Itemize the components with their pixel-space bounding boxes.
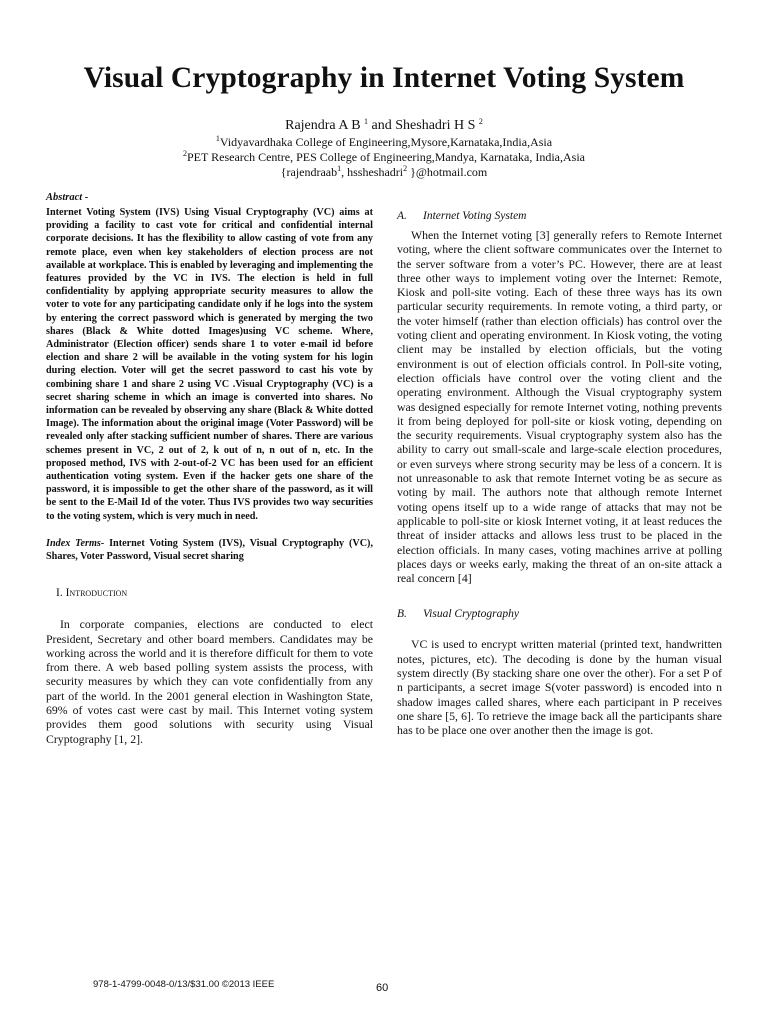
author-conjunction: and [371,118,392,133]
left-column [46,192,373,746]
email-part: , hssheshadri [341,165,404,179]
subsection-b-heading [397,608,722,620]
index-terms-label: Index Terms- [46,537,105,549]
abstract-body: Internet Voting System (IVS) Using Visual Cryptography (VC) aims at providing a facility to cast vote for critical and confidential internal corporate decisions. It has the flexibility to allow casting of vote from any remote place, even when key stakeholders of election process are not available at workplace. This is enabled by leveraging and implementing the features provided by the VC in IVS. The election is held in full confidentiality by applying appropriate security measures to allow the voter to vote for any participating candidate only if he logs into the system by entering the correct password which is generated by merging the two shares (Black & White dotted Images)using VC scheme. Where, Administrator (Election officer) sends share 1 to voter e-mail id before election and share 2 will be available in the voting system for his login during election. Voter will get the secret password to cast his vote by combining share 1 and share 2 using VC .Visual Cryptography (VC) is a secret sharing scheme in which an image is converted into shares. No information can be revealed by observing any share (Black & White dotted Image). The information about the original image (Voter Password) will be revealed only after stacking sufficient number of shares. There are various schemes present in VC, 2 out of 2, k out of n, n out of n, etc. In the proposed method, IVS with 2-out-of-2 VC has been used for an efficient authentication voting system. Even if the hacker gets one share of the password, it is impossible to get the other share of the password, as it will be sent to the E-Mail Id of the voter. Thus IVS provides two way securities to the voting system, which is very much in need. [46,207,373,522]
affiliation-2-mark: 2 [183,149,187,158]
author-1-affiliation-mark: 1 [364,117,369,126]
introduction-body: In corporate companies, elections are conducted to elect President, Secretary and other board members. Candidates may be working across the world and it is therefore difficult for them to vote from there. A web based polling system assists the process, with security measures by which they can vote confidentially from any part of the world. In the 2001 general election in Washington State, 69% of votes cast were cast by mail. This Internet voting system provides them good solutions with security using Visual Cryptography [1, 2]. [46,617,373,746]
author-2-affiliation-mark: 2 [478,117,483,126]
subsection-a-body: When the Internet voting [3] generally refers to Remote Internet voting, where the client software communicates over the Internet to the server software from a voter’s PC. However, there are at least three other ways to implement voting over the Internet: Remote, Kiosk and poll-site voting. Each of these three ways has its own particular security requirements. In remote voting, a third party, or the voter himself (rather than election officials) has control over the voting client and operating environment. In Kiosk voting, the voting client may be installed by election officials, but the voting environment is out of election officials control. In Poll-site voting, election officials have control over the voting client and the operating environment. Although the Visual cryptography system was designed especially for remote Internet voting, nothing prevents it from being deployed for poll-site or kiosk voting, depending on the security requirements. Visual cryptography system also has the ability to carry out small-scale and large-scale election procedures, or even surveys where strong security may be less of a concern. It is not unreasonable to ask that remote Internet voting be as secure as voting by mail. The authors note that although remote Internet voting opens itself up to a wide range of attacks that may not be applicable to poll-site or kiosk Internet voting, it at least reduces the threat of insider attacks and allows less trust to be placed in the election officials. In many cases, voting machines arrive at polling places days or weeks early, making the threat of an on-site attack a real concern [4] [397,228,722,586]
index-terms [46,537,373,563]
author-emails [0,165,768,180]
email-part: {rajendraab [280,165,338,179]
affiliation-2-text: PET Research Centre, PES College of Engineering,Mandya, Karnataka, India,Asia [187,150,585,164]
author-2: Sheshadri H S [395,118,476,133]
paper-title: Visual Cryptography in Internet Voting System [83,62,685,94]
abstract-heading: Abstract - [46,192,89,203]
right-column [397,192,722,738]
subsection-title: Internet Voting System [423,210,527,222]
subsection-letter: B. [397,608,407,621]
affiliation-1-text: Vidyavardhaka College of Engineering,Mysore,Karnataka,India,Asia [219,135,553,149]
subsection-b-body: VC is used to encrypt written material (printed text, handwritten notes, pictures, etc). The decoding is done by the human visual system directly (By stacking share one over the other). For a set P of n participants, a secret image S(voter password) is encoded into n shadow images called shares, where each participant in P receives one share [5, 6]. To retrieve the image back all the participants share has to be place one over another then the image is got. [397,637,722,738]
copyright-footer: 978-1-4799-0048-0/13/$31.00 ©2013 IEEE [93,979,275,990]
subsection-letter: A. [397,210,407,222]
email-part: }@hotmail.com [407,165,488,179]
subsection-title: Visual Cryptography [423,608,519,621]
email-mark-1: 1 [337,164,342,173]
affiliation-2 [0,150,768,165]
section-number: I. [56,587,63,600]
page-number: 60 [376,982,389,994]
affiliation-1 [0,135,768,150]
subsection-a-heading [397,210,722,222]
index-terms-text: Internet Voting System (IVS), Visual Cryptography (VC), Shares, Voter Password, Visual secret sharing [46,537,373,563]
author-line [0,118,768,134]
email-mark-2: 2 [403,164,408,173]
section-title: Introduction [65,587,128,600]
affiliation-1-mark: 1 [215,134,220,143]
author-1: Rajendra A B [285,118,361,133]
introduction-heading [56,587,373,599]
